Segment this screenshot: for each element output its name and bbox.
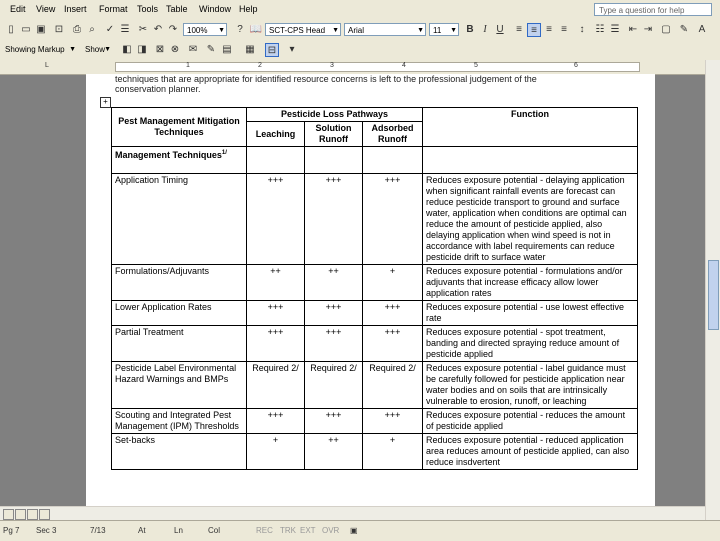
status-column: Col [208,526,221,535]
header-function: Function [423,108,638,147]
function-cell: Reduces exposure potential - reduces the amount of pesticide applied [423,409,638,434]
menu-table[interactable]: Table [166,4,188,14]
solution-cell: +++ [305,301,363,326]
solution-cell: +++ [305,409,363,434]
function-cell: Reduces exposure potential - formulations and/or adjuvants that increase efficacy allow lower application rates [423,265,638,301]
technique-cell: Lower Application Rates [112,301,247,326]
technique-cell: Application Timing [112,174,247,265]
reviewing-pane-icon[interactable]: ▦ [245,44,255,55]
menu-format[interactable]: Format [99,4,128,14]
solution-cell: +++ [305,326,363,362]
increase-indent-icon[interactable]: ⇥ [643,24,653,35]
spelling-icon[interactable]: ✓ [105,24,115,35]
solution-cell: Required 2/ [305,362,363,409]
outline-view-icon[interactable] [39,509,50,520]
technique-cell: Pesticide Label Environmental Hazard Warnings and BMPs [112,362,247,409]
reading-layout-icon[interactable]: ⊟ [265,43,279,57]
help-search-input[interactable]: Type a question for help [594,3,712,16]
highlight-marker-icon[interactable]: ✎ [206,44,216,55]
permission-icon[interactable]: ⊡ [54,24,64,35]
ruler-number: 2 [258,62,262,69]
style-select[interactable]: SCT-CPS Head ▼ [265,23,341,36]
normal-view-icon[interactable] [3,509,14,520]
ruler-number: 1 [186,62,190,69]
status-page: Pg 7 [3,526,20,535]
technique-cell: Formulations/Adjuvants [112,265,247,301]
adsorbed-cell: +++ [363,174,423,265]
menu-bar [0,0,720,21]
markup-mode-select[interactable]: Showing Markup ▼ [2,43,77,56]
decrease-indent-icon[interactable]: ⇤ [628,24,638,35]
adsorbed-cell: +++ [363,409,423,434]
italic-button[interactable]: I [483,24,487,35]
intro-line-1: techniques that are appropriate for identified resource concerns is left to the professional judgement of the [115,74,537,84]
leaching-cell: +++ [247,301,305,326]
menu-window[interactable]: Window [199,4,232,14]
status-at: At [138,526,146,535]
ruler-number: 5 [474,62,478,69]
header-adsorbed-runoff: Adsorbed Runoff [363,122,423,147]
redo-icon[interactable]: ↷ [168,24,178,35]
horizontal-ruler[interactable] [0,60,705,75]
formatting-toolbar [0,20,720,41]
new-doc-icon[interactable]: ▯ [8,24,14,35]
print-layout-icon[interactable] [27,509,38,520]
leaching-cell: +++ [247,326,305,362]
read-icon[interactable]: 📖 [249,24,263,35]
preview-icon[interactable]: ⌕ [89,24,95,35]
zoom-select[interactable]: 100% ▼ [183,23,227,36]
table-row [112,326,638,362]
menu-insert[interactable]: Insert [64,4,87,14]
table-row [112,301,638,326]
section-heading: Management Techniques$^{1/}$ [112,147,247,174]
underline-button[interactable]: U [496,24,504,35]
function-cell: Reduces exposure potential - delaying application when significant rainfall events are forecast can reduce pesticide transport to ground and surface water, application when conditions are optimal can reduce the amount of pesticide applied, also delaying application when wind speed is not in accordance with label requirements can reduce pesticide drift to surface water [423,174,638,265]
intro-paragraph [115,74,635,94]
font-color-icon[interactable]: A [698,24,706,35]
mitigation-table [111,107,638,470]
function-cell: Reduces exposure potential - label guidance must be carefully followed for pesticide application near water bodies and on soils that are intrinsically vulnerable to erosion, runoff, or leaching [423,362,638,409]
next-change-icon[interactable]: ◨ [137,44,147,55]
status-rec[interactable]: REC [256,526,273,535]
function-cell: Reduces exposure potential - reduced application area reduces amount of pesticide applied, can also reduce insdvertent [423,434,638,470]
adsorbed-cell: Required 2/ [363,362,423,409]
menu-help[interactable]: Help [239,4,258,14]
help-icon[interactable]: ? [237,24,243,35]
adsorbed-cell: +++ [363,301,423,326]
web-layout-icon[interactable] [15,509,26,520]
align-center-icon[interactable]: ≡ [527,23,541,37]
function-cell: Reduces exposure potential - use lowest effective rate [423,301,638,326]
menu-tools[interactable]: Tools [137,4,159,14]
bullets-icon[interactable]: ☰ [610,24,620,35]
accept-change-icon[interactable]: ⊠ [155,44,165,55]
font-size-select[interactable]: 11 ▼ [429,23,459,36]
technique-cell: Set-backs [112,434,247,470]
header-pathways: Pesticide Loss Pathways [247,108,423,122]
technique-cell: Partial Treatment [112,326,247,362]
ruler-number: 6 [574,62,578,69]
table-row [112,174,638,265]
leaching-cell: ++ [247,265,305,301]
document-page[interactable] [86,74,655,506]
ruler-strip [115,62,640,72]
vertical-scrollbar[interactable] [705,60,720,520]
spelling-status-icon[interactable]: ▣ [350,526,358,535]
reject-change-icon[interactable]: ⊗ [170,44,180,55]
print-icon[interactable]: ⎙ [73,24,81,35]
justify-icon[interactable]: ≡ [561,24,567,35]
cut-icon[interactable]: ✂ [138,24,148,35]
leaching-cell: +++ [247,409,305,434]
insert-comment-icon[interactable]: ✉ [188,44,198,55]
table-row [112,265,638,301]
solution-cell: +++ [305,174,363,265]
align-left-icon[interactable]: ≡ [516,24,522,35]
table-row [112,409,638,434]
status-trk[interactable]: TRK [280,526,296,535]
status-section: Sec 3 [36,526,57,535]
status-ovr[interactable]: OVR [322,526,340,535]
highlight-icon[interactable]: ✎ [679,24,689,35]
solution-cell: ++ [305,265,363,301]
font-select[interactable]: Arial ▼ [344,23,426,36]
ruler-number: 3 [330,62,334,69]
bold-button[interactable]: B [466,24,474,35]
solution-cell: ++ [305,434,363,470]
adsorbed-cell: +++ [363,326,423,362]
leaching-cell: Required 2/ [247,362,305,409]
horizontal-scrollbar[interactable] [0,506,705,521]
status-bar [0,520,720,541]
table-move-handle-icon[interactable]: + [100,97,111,108]
research-icon[interactable]: ☰ [120,24,130,35]
status-position: 7/13 [90,526,106,535]
open-icon[interactable]: ▭ [21,24,31,35]
table-row [112,362,638,409]
status-line: Ln [174,526,183,535]
adsorbed-cell: + [363,434,423,470]
status-ext[interactable]: EXT [300,526,316,535]
adsorbed-cell: + [363,265,423,301]
header-leaching: Leaching [247,122,305,147]
border-icon[interactable]: ▢ [661,24,671,35]
align-right-icon[interactable]: ≡ [546,24,552,35]
leaching-cell: + [247,434,305,470]
track-changes-icon[interactable]: ▤ [222,44,232,55]
show-menu[interactable]: Show ▼ [82,43,112,56]
numbering-icon[interactable]: ☷ [595,24,605,35]
header-technique: Pest Management Mitigation Techniques [112,108,247,147]
reviewing-toolbar [0,40,720,61]
technique-cell: Scouting and Integrated Pest Management (IPM) Thresholds [112,409,247,434]
menu-view[interactable]: View [36,4,56,14]
ruler-number: 4 [402,62,406,69]
header-solution-runoff: Solution Runoff [305,122,363,147]
line-spacing-icon[interactable]: ↕ [579,24,585,35]
save-icon[interactable]: ▣ [36,24,46,35]
scroll-thumb[interactable] [708,260,719,330]
menu-edit[interactable]: Edit [10,4,26,14]
leaching-cell: +++ [247,174,305,265]
undo-icon[interactable]: ↶ [153,24,163,35]
ruler-mark: L [45,62,49,69]
options-icon[interactable]: ▾ [289,44,295,55]
intro-line-2: conservation planner. [115,84,201,94]
function-cell: Reduces exposure potential - spot treatment, banding and directed spraying reduce amount of pesticide applied [423,326,638,362]
previous-change-icon[interactable]: ◧ [122,44,132,55]
table-row [112,434,638,470]
